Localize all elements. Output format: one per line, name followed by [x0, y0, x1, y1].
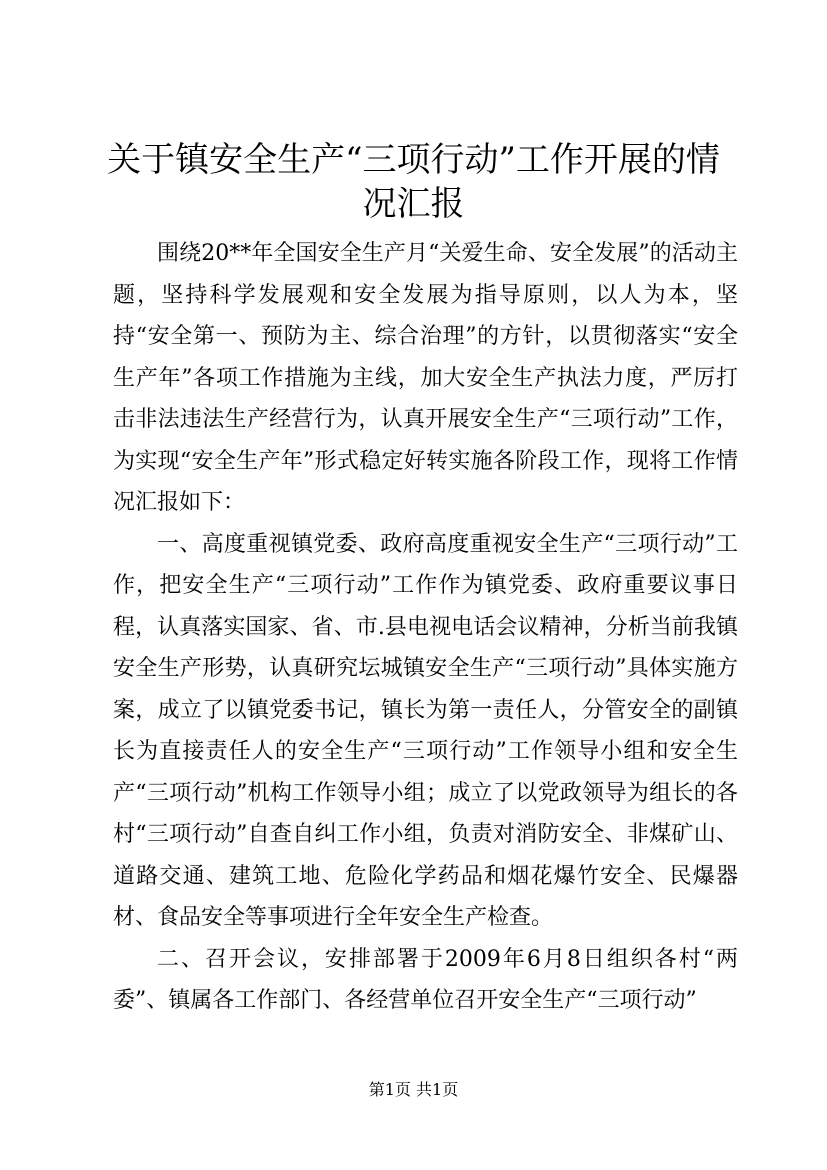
page-footer: 第1页 共1页 [368, 1080, 459, 1099]
paragraph-intro: 围绕20**年全国安全生产月“关爱生命、安全发展”的活动主题，坚持科学发展观和安全发展为指导原则，以人为本，坚持“安全第一、预防为主、综合治理”的方针，以贯彻落实“安全生产年”各项工作措施为主线，加大安全生产执法力度，严厉打击非法违法生产经营行为，认真开展安全生产“三项行动”工作，为实现“安全生产年”形式稳定好转实施各阶段工作，现将工作情况汇报如下： [113, 241, 738, 515]
paragraph-section-2: 二、召开会议，安排部署于2009年6月8日组织各村“两委”、镇属各工作部门、各经营单位召开安全生产“三项行动” [113, 946, 738, 1013]
paragraph-section-1: 一、高度重视镇党委、政府高度重视安全生产“三项行动”工作，把安全生产“三项行动”工作作为镇党委、政府重要议事日程，认真落实国家、省、市.县电视电话会议精神，分析当前我镇安全生产形势，认真研究坛城镇安全生产“三项行动”具体实施方案，成立了以镇党委书记，镇长为第一责任人，分管安全的副镇长为直接责任人的安全生产“三项行动”工作领导小组和安全生产“三项行动”机构工作领导小组；成立了以党政领导为组长的各村“三项行动”自查自纠工作小组，负责对消防安全、非煤矿山、道路交通、建筑工地、危险化学药品和烟花爆竹安全、民爆器材、食品安全等事项进行全年安全生产检查。 [113, 531, 738, 930]
document-body [113, 233, 738, 1022]
document-title: 关于镇安全生产“三项行动”工作开展的情况汇报 [107, 140, 720, 224]
